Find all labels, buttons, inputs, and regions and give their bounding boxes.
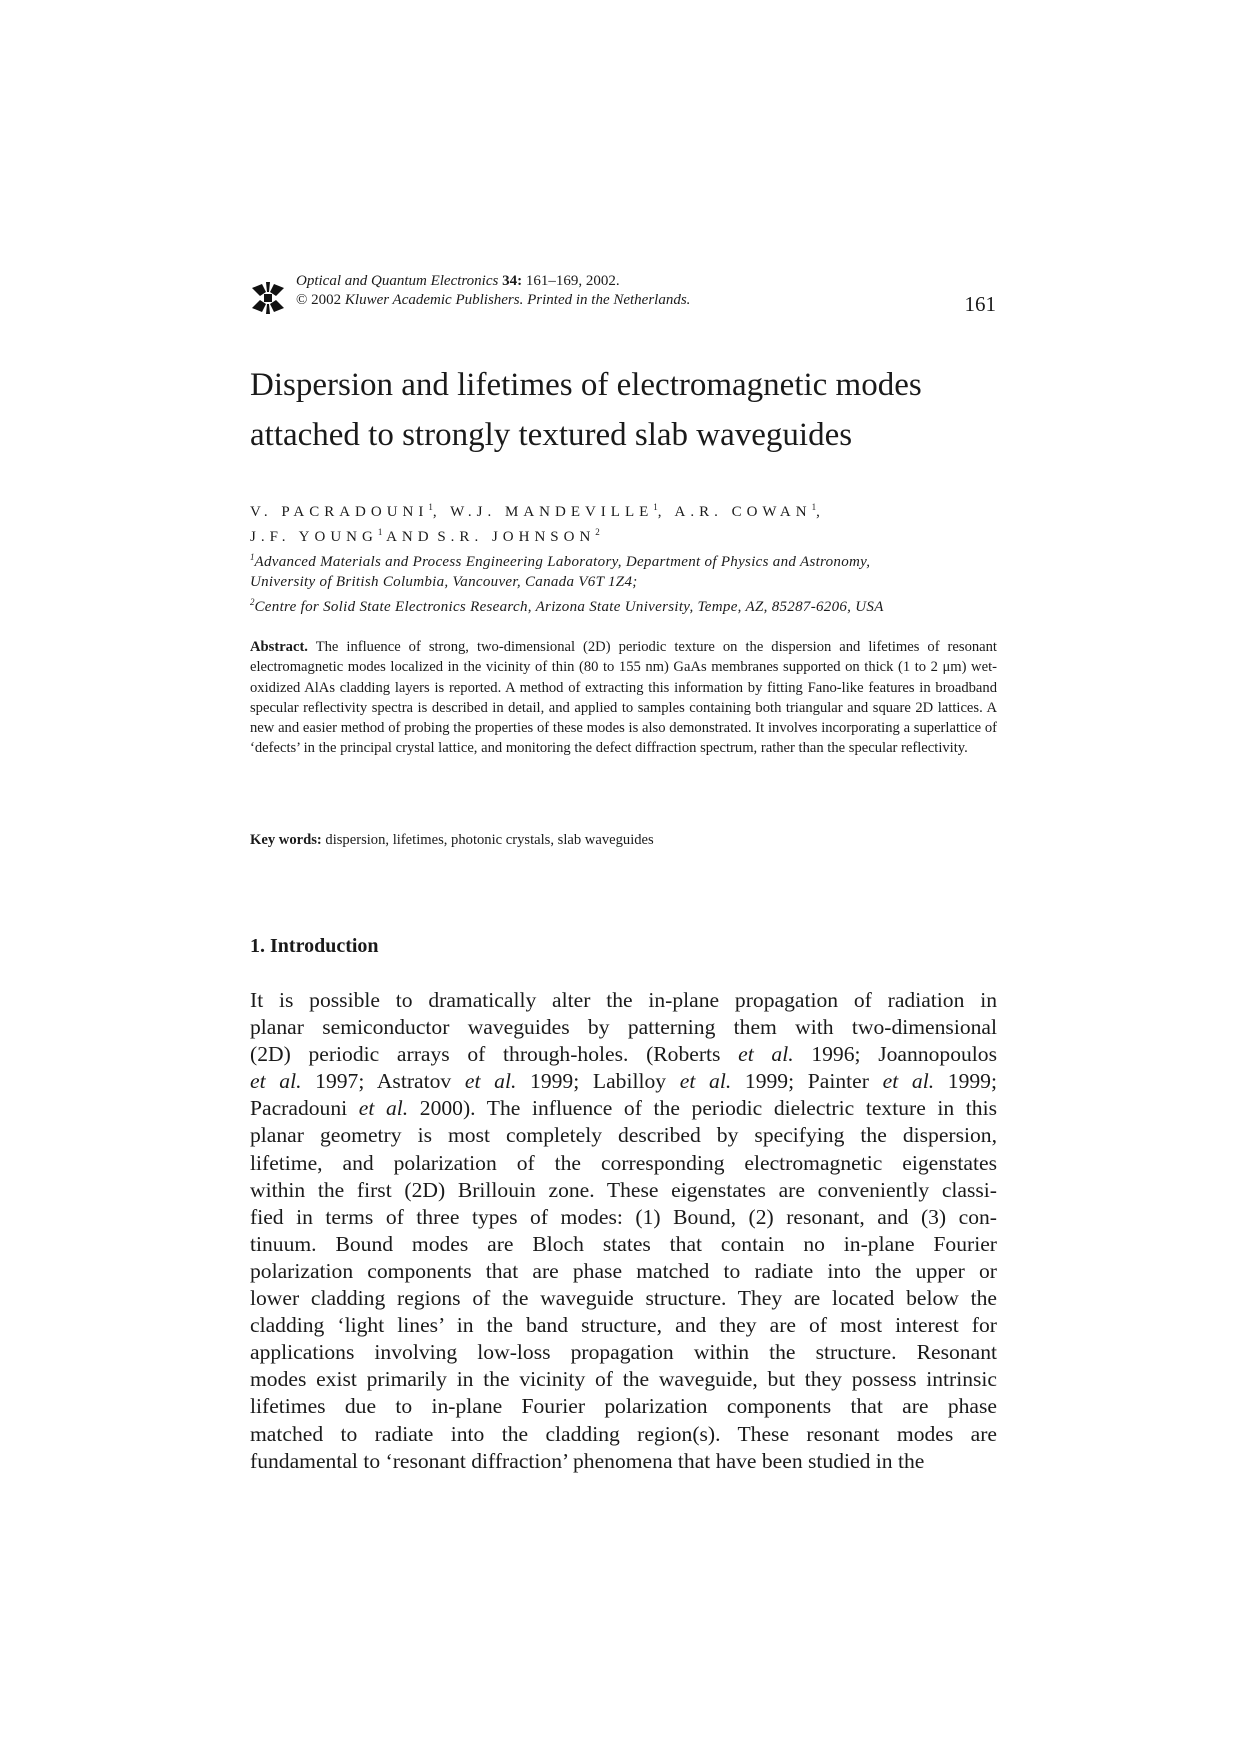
body-line: applications involving low-loss propagation within the structure. Resonant xyxy=(250,1340,997,1365)
abstract-label: Abstract. xyxy=(250,639,308,655)
body-line: lower cladding regions of the waveguide structure. They are located below the xyxy=(250,1286,997,1311)
paper-title xyxy=(250,360,1000,460)
abstract-text: The influence of strong, two-dimensional (2D) periodic texture on the dispersion and lifetimes of resonant electromagnetic modes localized in the vicinity of thin (80 to 155 nm) GaAs membranes supported on thick (1 to 2 μm) wet-oxidized AlAs cladding layers is reported. A method of extracting this information by fitting Fano-like features in broadband specular reflectivity spectra is described in detail, and applied to samples containing both triangular and square 2D lattices. A new and easier method of probing the properties of these modes is also demonstrated. It involves incorporating a superlattice of ‘defects’ in the principal crystal lattice, and monitoring the defect diffraction spectrum, rather than the specular reflectivity. xyxy=(250,639,997,757)
publisher-statement: Kluwer Academic Publishers. Printed in the Netherlands. xyxy=(344,292,691,308)
author-line-1: V. PACRADOUNI$^1$, W.J. MANDEVILLE$^1$, A.R. COWAN$^1$, xyxy=(250,502,825,520)
copyright-symbol-year: © 2002 xyxy=(296,292,345,308)
title-line-2: attached to strongly textured slab waveguides xyxy=(250,417,853,453)
body-line: planar semiconductor waveguides by patterning them with two-dimensional xyxy=(250,1015,997,1040)
affiliation-2 xyxy=(250,592,1010,617)
title-line-1: Dispersion and lifetimes of electromagnetic modes xyxy=(250,367,922,403)
author-conjunction: AND xyxy=(386,529,434,545)
page-number: 161 xyxy=(964,292,996,316)
author-line-2 xyxy=(250,522,1010,547)
affiliation-text: Centre for Solid State Electronics Research, Arizona State University, Tempe, AZ, 85287-6206, USA xyxy=(254,599,884,615)
body-line: planar geometry is most completely described by specifying the dispersion, xyxy=(250,1123,997,1148)
body-line: lifetime, and polarization of the corresponding electromagnetic eigenstates xyxy=(250,1150,997,1175)
journal-volume: 34: xyxy=(502,273,523,289)
affiliation-number: 2 xyxy=(250,597,255,607)
author-affiliation-mark: 2 xyxy=(595,527,600,537)
section-heading: 1. Introduction xyxy=(250,935,379,957)
journal-citation xyxy=(296,272,690,310)
publisher-logo-icon xyxy=(250,280,286,316)
author-name: V. PACRADOUNI xyxy=(250,504,429,520)
author-name: W.J. MANDEVILLE xyxy=(450,504,654,520)
author-affiliation-mark: 1 xyxy=(653,502,658,512)
body-line: Pacradouni et al. 2000). The influence of the periodic dielectric texture in this xyxy=(250,1096,997,1121)
author-name: S.R. JOHNSON xyxy=(437,529,596,545)
author-affiliation-mark: 1 xyxy=(377,527,383,537)
body-line: polarization components that are phase matched to radiate into the upper or xyxy=(250,1258,997,1283)
journal-header xyxy=(250,272,996,322)
body-line: It is possible to dramatically alter the in-plane propagation of radiation in xyxy=(250,988,997,1012)
affiliation-1-cont: University of British Columbia, Vancouver, Canada V6T 1Z4; xyxy=(250,574,638,590)
affiliation-text: Advanced Materials and Process Engineering Laboratory, Department of Physics and Astronomy, xyxy=(254,554,871,570)
body-line: (2D) periodic arrays of through-holes. (Roberts et al. 1996; Joannopoulos xyxy=(250,1042,997,1067)
body-paragraph xyxy=(250,987,997,1475)
journal-name: Optical and Quantum Electronics xyxy=(296,273,503,289)
body-line: fied in terms of three types of modes: (1) Bound, (2) resonant, and (3) con- xyxy=(250,1204,997,1229)
body-line: et al. 1997; Astratov et al. 1999; Labilloy et al. 1999; Painter et al. 1999; xyxy=(250,1069,997,1094)
body-line: tinuum. Bound modes are Bloch states that contain no in-plane Fourier xyxy=(250,1231,997,1256)
keywords-label: Key words: xyxy=(250,832,322,848)
body-line: within the first (2D) Brillouin zone. These eigenstates are conveniently classi- xyxy=(250,1177,997,1202)
author-block xyxy=(250,497,1010,617)
affiliation-number: 1 xyxy=(250,552,255,562)
body-line: fundamental to ‘resonant diffraction’ phenomena that have been studied in the xyxy=(250,1448,925,1473)
body-line: modes exist primarily in the vicinity of the waveguide, but they possess intrinsic xyxy=(250,1367,997,1392)
author-name: A.R. COWAN xyxy=(674,504,812,520)
body-line: matched to radiate into the cladding region(s). These resonant modes are xyxy=(250,1421,997,1446)
author-affiliation-mark: 1 xyxy=(428,502,433,512)
keywords-text: dispersion, lifetimes, photonic crystals, slab waveguides xyxy=(325,832,654,848)
body-line: cladding ‘light lines’ in the band structure, and they are of most interest for xyxy=(250,1313,997,1338)
journal-pages-year: 161–169, 2002. xyxy=(522,273,620,289)
affiliation-1 xyxy=(250,547,1010,572)
author-affiliation-mark: 1 xyxy=(811,502,817,512)
author-name: J.F. YOUNG xyxy=(250,529,378,545)
body-line: lifetimes due to in-plane Fourier polarization components that are phase xyxy=(250,1394,997,1419)
keywords xyxy=(250,832,997,849)
abstract xyxy=(250,637,997,759)
